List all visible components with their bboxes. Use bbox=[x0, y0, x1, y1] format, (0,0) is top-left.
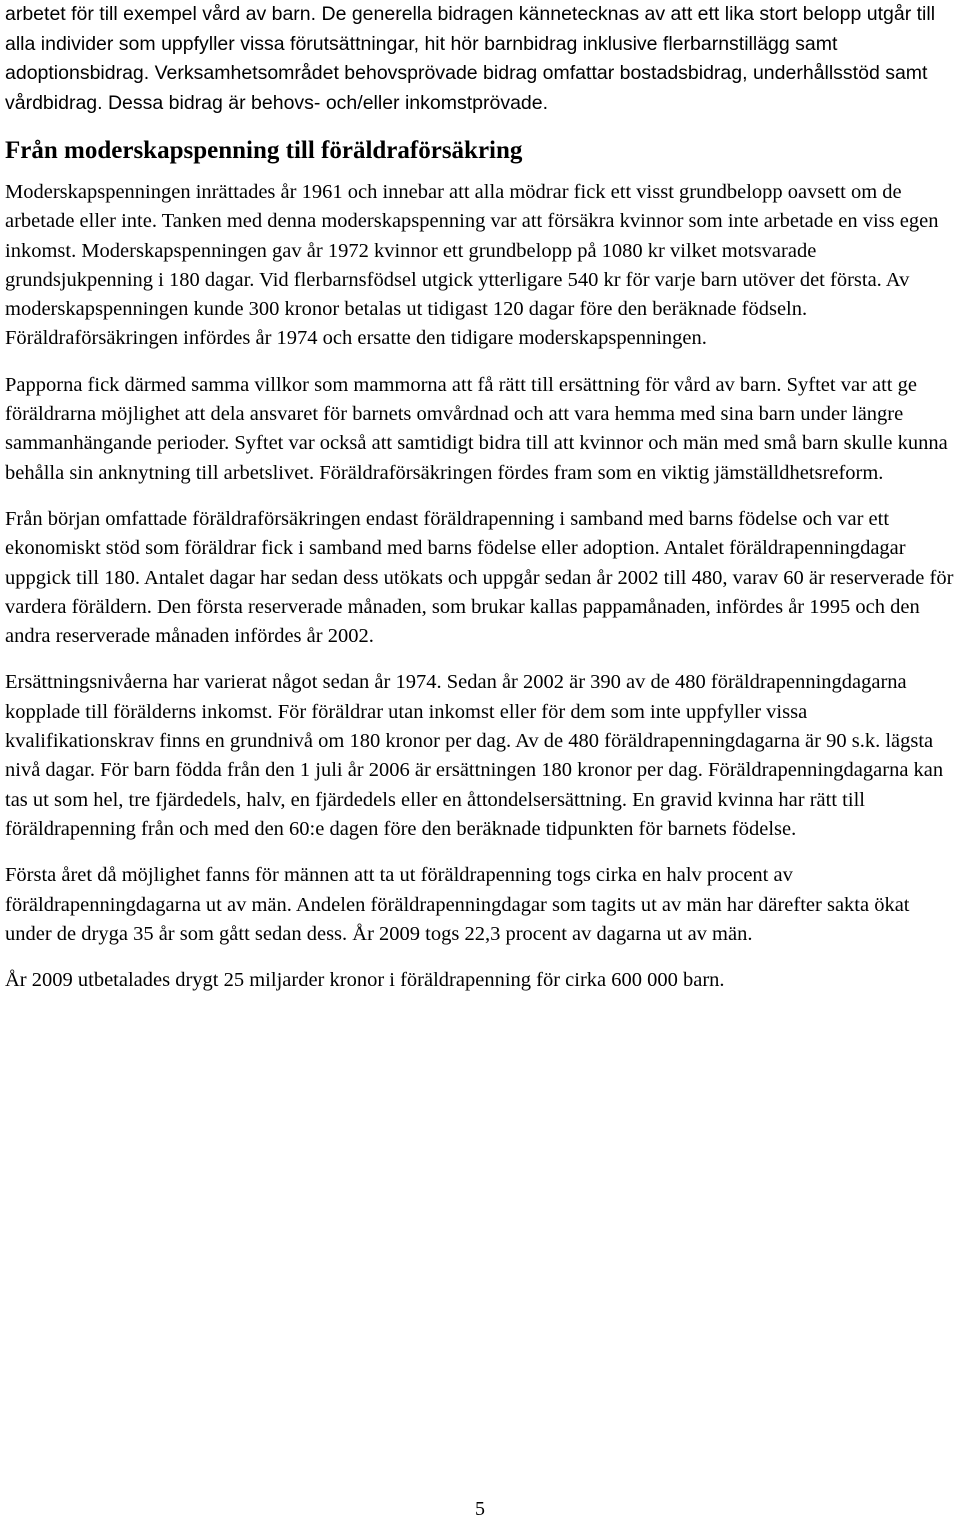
page-number: 5 bbox=[475, 1498, 485, 1520]
section-heading: Från moderskapspenning till föräldraförsäkring bbox=[5, 137, 523, 164]
paragraph-papporna: Papporna fick därmed samma villkor som mammorna att få rätt till ersättning för vård av barn. Syftet var att ge föräldrarna möjlighet att dela ansvaret för barnets omvårdnad och att vara hemma med sina barn under längre sammanhängande perioder. Syftet var också att samtidigt bidra till att kvinnor och män med små barn skulle kunna behålla sin anknytning till arbetslivet. Föräldraförsäkringen fördes fram som en viktig jämställdhetsreform. bbox=[5, 373, 948, 484]
paragraph-ersattningsnivaer: Ersättningsnivåerna har varierat något sedan år 1974. Sedan år 2002 är 390 av de 480 föräldrapenningdagarna kopplade till förälderns inkomst. För föräldrar utan inkomst eller för dem som inte uppfyller vissa kvalifikationskrav finns en grundnivå om 180 kronor per dag. Av de 480 föräldrapenningdagarna är 90 s.k. lägsta nivå dagar. För barn födda från den 1 juli år 2006 är ersättningen 180 kronor per dag. Föräldrapenningdagarna kan tas ut som hel, tre fjärdedels, halv, en fjärdedels eller en åttondelsersättning. En gravid kvinna har rätt till föräldrapenning från och med den 60:e dagen före den beräknade tidpunkten för barnets födelse. bbox=[5, 671, 944, 840]
document-page bbox=[5, 0, 957, 1012]
paragraph-moderskapspenning: Moderskapspenningen inrättades år 1961 och innebar att alla mödrar fick ett visst grundbelopp oavsett om de arbetade eller inte. Tanken med denna moderskapspenning var att försäkra kvinnor som inte arbetade en viss egen inkomst. Moderskapspenningen gav år 1972 kvinnor ett grundbelopp på 1080 kr vilket motsvarade grundsjukpenning i 180 dagar. Vid flerbarnsfödsel utgick ytterligare 540 kr för varje barn utöver det första. Av moderskapspenningen kunde 300 kronor betalas ut tidigast 120 dagar före den beräknade födseln. Föräldraförsäkringen infördes år 1974 och ersatte den tidigare moderskapspenningen. bbox=[5, 181, 939, 350]
intro-paragraph: arbetet för till exempel vård av barn. De generella bidragen kännetecknas av att ett lika stort belopp utgår till alla individer som uppfyller vissa förutsättningar, hit hör barnbidrag inklusive flerbarnstillägg samt adoptionsbidrag. Verksamhetsområdet behovsprövade bidrag omfattar bostadsbidrag, underhållsstöd samt vårdbidrag. Dessa bidrag är behovs- och/eller inkomstprövade. bbox=[5, 3, 936, 114]
paragraph-ar-2009: År 2009 utbetalades drygt 25 miljarder kronor i föräldrapenning för cirka 600 000 barn. bbox=[5, 969, 725, 992]
paragraph-forsta-aret: Första året då möjlighet fanns för männen att ta ut föräldrapenning togs cirka en halv procent av föräldrapenningdagarna ut av män. Andelen föräldrapenningdagar som tagits ut av män har därefter sakta ökat under de dryga 35 år som gått sedan dess. År 2009 togs 22,3 procent av dagarna ut av män. bbox=[5, 864, 910, 945]
paragraph-fran-borjan: Från början omfattade föräldraförsäkringen endast föräldrapenning i samband med barns födelse och var ett ekonomiskt stöd som föräldrar fick i samband med barns födelse eller adoption. Antalet föräldrapenningdagar uppgick till 180. Antalet dagar har sedan dess utökats och uppgår sedan år 2002 till 480, varav 60 är reserverade för vardera föräldern. Den första reserverade månaden, som brukar kallas pappamånaden, infördes år 1995 och den andra reserverade månaden infördes år 2002. bbox=[5, 507, 954, 648]
